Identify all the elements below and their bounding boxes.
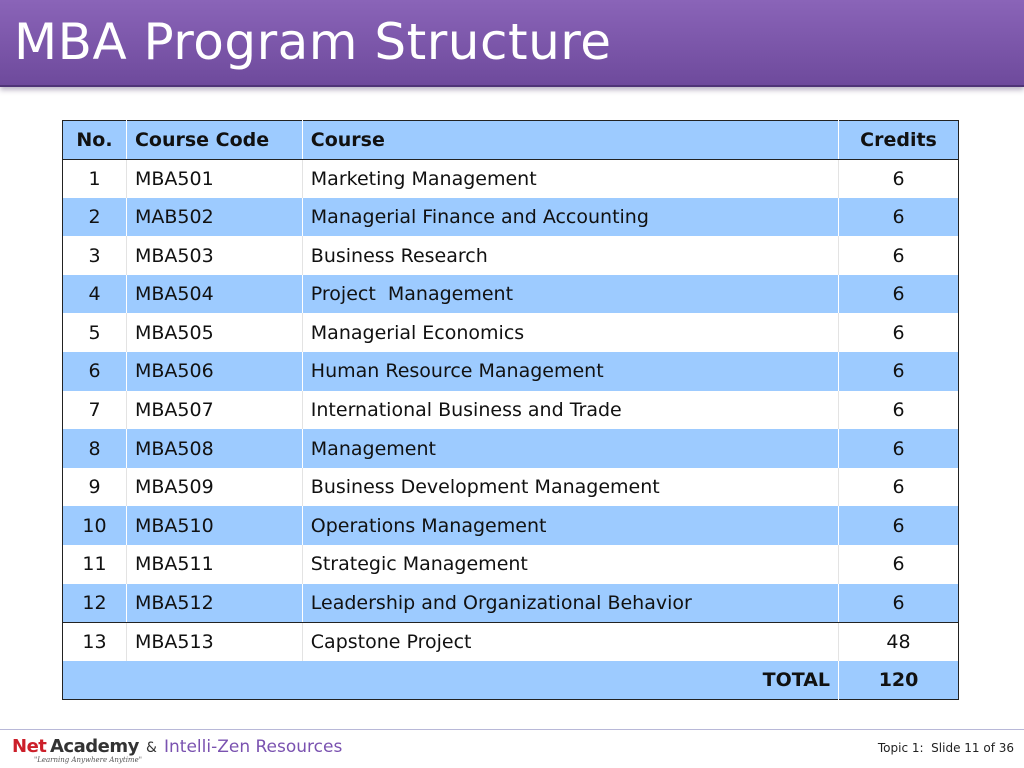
cell-no: 10 bbox=[63, 506, 127, 545]
table-row bbox=[63, 236, 959, 275]
cell-credits: 6 bbox=[839, 198, 959, 237]
cell-credits: 6 bbox=[839, 584, 959, 623]
table-row bbox=[63, 159, 959, 198]
cell-course-code: MBA512 bbox=[126, 584, 302, 623]
cell-course-code: MBA513 bbox=[126, 622, 302, 661]
cell-no: 9 bbox=[63, 468, 127, 507]
table-row bbox=[63, 198, 959, 237]
slide-title: MBA Program Structure bbox=[14, 13, 612, 71]
cell-credits: 6 bbox=[839, 506, 959, 545]
table-row bbox=[63, 313, 959, 352]
table-row bbox=[63, 622, 959, 661]
cell-course: International Business and Trade bbox=[302, 391, 838, 430]
cell-course: Human Resource Management bbox=[302, 352, 838, 391]
table-row bbox=[63, 584, 959, 623]
cell-course-code: MBA509 bbox=[126, 468, 302, 507]
total-value: 120 bbox=[839, 661, 959, 700]
cell-course: Management bbox=[302, 429, 838, 468]
header-credits: Credits bbox=[839, 121, 959, 160]
cell-course-code: MBA506 bbox=[126, 352, 302, 391]
table-row bbox=[63, 391, 959, 430]
cell-no: 13 bbox=[63, 622, 127, 661]
cell-course-code: MBA508 bbox=[126, 429, 302, 468]
cell-no: 5 bbox=[63, 313, 127, 352]
cell-course: Business Research bbox=[302, 236, 838, 275]
table-row bbox=[63, 468, 959, 507]
cell-credits: 6 bbox=[839, 468, 959, 507]
header-course-code: Course Code bbox=[126, 121, 302, 160]
table-row bbox=[63, 275, 959, 314]
cell-course: Marketing Management bbox=[302, 159, 838, 198]
cell-credits: 6 bbox=[839, 236, 959, 275]
cell-course-code: MBA503 bbox=[126, 236, 302, 275]
cell-course: Business Development Management bbox=[302, 468, 838, 507]
cell-course: Leadership and Organizational Behavior bbox=[302, 584, 838, 623]
cell-course: Project Management bbox=[302, 275, 838, 314]
cell-credits: 6 bbox=[839, 352, 959, 391]
table-row bbox=[63, 506, 959, 545]
cell-course: Managerial Economics bbox=[302, 313, 838, 352]
cell-credits: 6 bbox=[839, 313, 959, 352]
cell-no: 1 bbox=[63, 159, 127, 198]
cell-course: Capstone Project bbox=[302, 622, 838, 661]
course-table bbox=[62, 120, 959, 700]
title-bar bbox=[0, 0, 1024, 87]
cell-credits: 6 bbox=[839, 275, 959, 314]
cell-course-code: MBA501 bbox=[126, 159, 302, 198]
cell-course-code: MBA510 bbox=[126, 506, 302, 545]
logo-tagline: "Learning Anywhere Anytime" bbox=[34, 756, 142, 764]
table-row bbox=[63, 545, 959, 584]
cell-credits: 6 bbox=[839, 159, 959, 198]
cell-credits: 48 bbox=[839, 622, 959, 661]
cell-course: Managerial Finance and Accounting bbox=[302, 198, 838, 237]
cell-course-code: MBA511 bbox=[126, 545, 302, 584]
footer-ampersand: & bbox=[146, 740, 157, 756]
cell-no: 8 bbox=[63, 429, 127, 468]
cell-no: 12 bbox=[63, 584, 127, 623]
logo-net-text: Net bbox=[12, 736, 47, 757]
partner-name: Intelli-Zen Resources bbox=[164, 737, 343, 757]
cell-course-code: MAB502 bbox=[126, 198, 302, 237]
table-row bbox=[63, 429, 959, 468]
cell-no: 6 bbox=[63, 352, 127, 391]
netacademy-logo bbox=[12, 736, 144, 768]
cell-no: 4 bbox=[63, 275, 127, 314]
cell-course-code: MBA507 bbox=[126, 391, 302, 430]
cell-credits: 6 bbox=[839, 391, 959, 430]
cell-no: 7 bbox=[63, 391, 127, 430]
table-header-row bbox=[63, 121, 959, 160]
cell-credits: 6 bbox=[839, 429, 959, 468]
cell-course-code: MBA505 bbox=[126, 313, 302, 352]
logo-academy-text: Academy bbox=[50, 736, 139, 757]
total-label: TOTAL bbox=[63, 661, 839, 700]
cell-course-code: MBA504 bbox=[126, 275, 302, 314]
total-row bbox=[63, 661, 959, 700]
cell-course: Strategic Management bbox=[302, 545, 838, 584]
cell-course: Operations Management bbox=[302, 506, 838, 545]
cell-no: 2 bbox=[63, 198, 127, 237]
footer-divider bbox=[0, 729, 1024, 730]
header-no: No. bbox=[63, 121, 127, 160]
cell-credits: 6 bbox=[839, 545, 959, 584]
header-course: Course bbox=[302, 121, 838, 160]
table-row bbox=[63, 352, 959, 391]
cell-no: 3 bbox=[63, 236, 127, 275]
cell-no: 11 bbox=[63, 545, 127, 584]
slide-number: Topic 1: Slide 11 of 36 bbox=[877, 741, 1014, 755]
